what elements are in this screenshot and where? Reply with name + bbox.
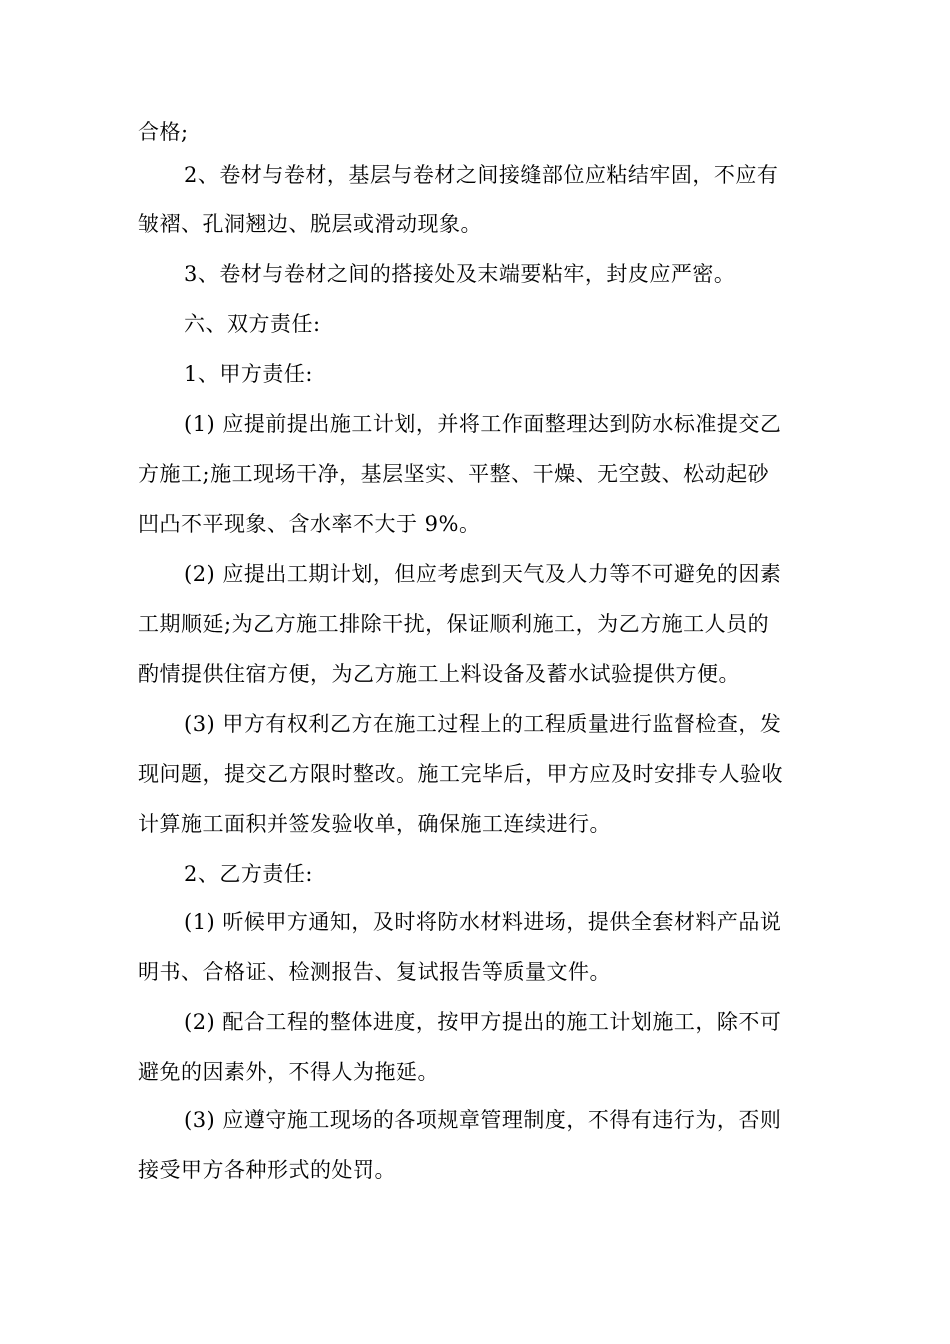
text-line-15: 计算施工面积并签发验收单，确保施工连续进行。 [138,812,611,836]
text-line-3: 皱褶、孔洞翘边、脱层或滑动现象。 [138,212,482,236]
text-line-2: 2、卷材与卷材，基层与卷材之间接缝部位应粘结牢固，不应有 [184,163,779,187]
text-line-21: (3) 应遵守施工现场的各项规章管理制度，不得有违行为，否则 [184,1108,782,1132]
text-line-17: (1) 听候甲方通知，及时将防水材料进场，提供全套材料产品说 [184,910,782,934]
subheading-party-b: 2、乙方责任: [184,862,313,886]
text-line-10: (2) 应提出工期计划，但应考虑到天气及人力等不可避免的因素 [184,562,782,586]
text-line-19: (2) 配合工程的整体进度，按甲方提出的施工计划施工，除不可 [184,1010,782,1034]
text-line-11: 工期顺延;为乙方施工排除干扰，保证顺利施工，为乙方施工人员的 [138,612,770,636]
text-line-20: 避免的因素外，不得人为拖延。 [138,1060,439,1084]
text-line-13: (3) 甲方有权利乙方在施工过程上的工程质量进行监督检查，发 [184,712,782,736]
text-line-8: 方施工;施工现场干净，基层坚实、平整、干燥、无空鼓、松动起砂 [138,462,770,486]
text-line-1: 合格; [138,120,189,144]
text-line-14: 现问题，提交乙方限时整改。施工完毕后，甲方应及时安排专人验收 [138,762,783,786]
text-line-22: 接受甲方各种形式的处罚。 [138,1158,396,1182]
text-line-9: 凹凸不平现象、含水率不大于 9%。 [138,512,481,536]
text-line-18: 明书、合格证、检测报告、复试报告等质量文件。 [138,960,611,984]
text-line-7: (1) 应提前提出施工计划，并将工作面整理达到防水标准提交乙 [184,412,782,436]
subheading-party-a: 1、甲方责任: [184,362,313,386]
text-line-12: 酌情提供住宿方便，为乙方施工上料设备及蓄水试验提供方便。 [138,662,740,686]
text-line-4: 3、卷材与卷材之间的搭接处及末端要粘牢，封皮应严密。 [184,262,736,286]
section-heading-6: 六、双方责任: [184,312,321,336]
